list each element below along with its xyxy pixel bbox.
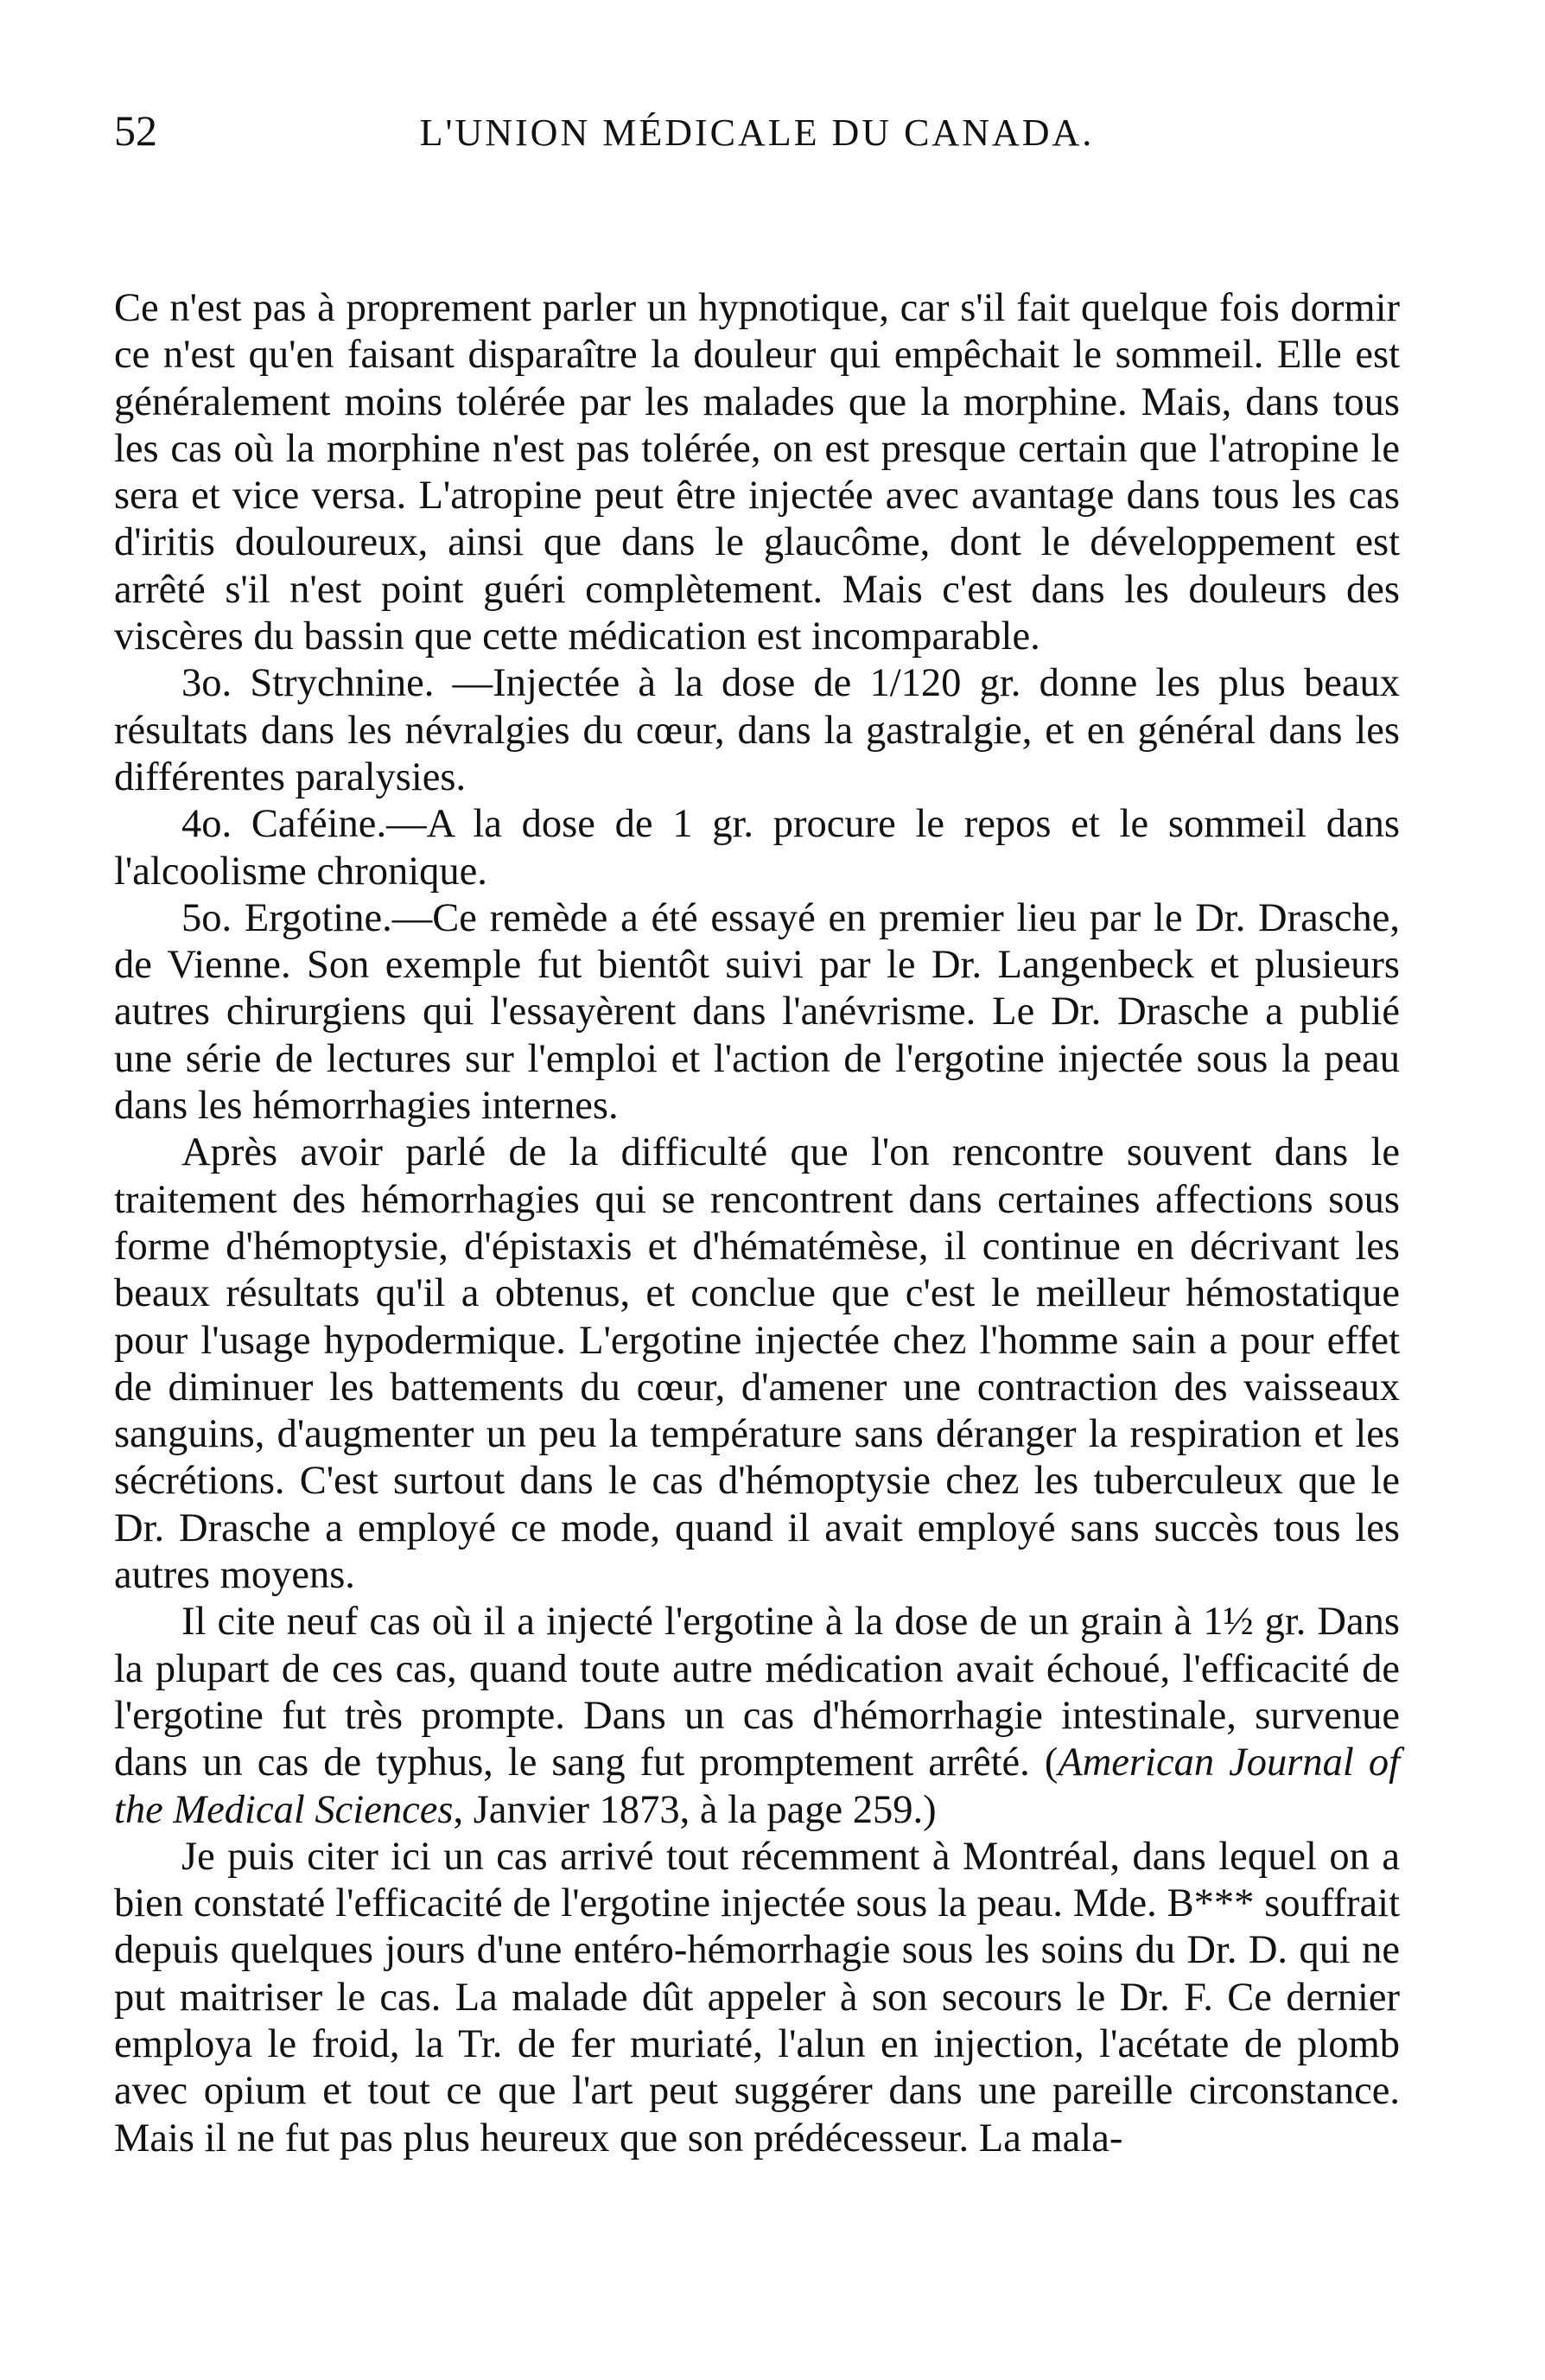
journal-citation: American Journal of the Medical Sciences xyxy=(114,1740,1400,1832)
paragraph-cafeine: 4o. Caféine.—A la dose de 1 gr. procure le repos et le sommeil dans l'alcoolisme chronique. xyxy=(114,802,1400,894)
page xyxy=(114,86,1400,2162)
citation-date: , Janvier 1873, à la page 259.) xyxy=(453,1787,937,1832)
paragraph-montreal-case: Je puis citer ici un cas arrivé tout récemment à Montréal, dans lequel on a bien constaté l'efficacité de l'ergotine injectée sous la peau. Mde. B*** souffrait depuis quelques jours d'une entéro-hémorrhagie sous les soins du Dr. D. qui ne put maitriser le cas. La malade dût appeler à son secours le Dr. F. Ce dernier employa le froid, la Tr. de fer muriaté, l'alun en injection, l'acétate de plomb avec opium et tout ce que l'art peut suggérer dans une pareille circonstance. Mais il ne fut pas plus heureux que son prédécesseur. La mala- xyxy=(114,1834,1400,2160)
paragraph-neuf-cas-text: Il cite neuf cas où il a injecté l'ergotine à la dose de un grain à 1½ gr. Dans la plupart de ces cas, quand toute autre médication avait échoué, l'efficacité de l'ergotine fut très prompte. Dans un cas d'hémorrhagie intestinale, survenue dans un cas de typhus, le sang fut promptement arrêté. ( xyxy=(114,1600,1400,1785)
running-header xyxy=(114,86,1400,173)
article-body xyxy=(114,285,1400,2162)
paragraph-atropine: Ce n'est pas à proprement parler un hypnotique, car s'il fait quelque fois dormir ce n'est qu'en faisant disparaître la douleur qui empêchait le sommeil. Elle est généralement moins tolérée par les malades que la morphine. Mais, dans tous les cas où la morphine n'est pas tolérée, on est presque certain que l'atropine le sera et vice versa. L'atropine peut être injectée avec avantage dans tous les cas d'iritis douloureux, ainsi que dans le glaucôme, dont le développement est arrêté s'il n'est point guéri complètement. Mais c'est dans les douleurs des viscères du bassin que cette médication est incomparable. xyxy=(114,286,1400,659)
paragraph-drasche-hemorrhagies: Après avoir parlé de la difficulté que l'on rencontre souvent dans le traitement des hémorrhagies qui se rencontrent dans certaines affections sous forme d'hémoptysie, d'épistaxis et d'hématémèse, il continue en décrivant les beaux résultats qu'il a obtenus, et conclue que c'est le meilleur hémostatique pour l'usage hypodermique. L'ergotine injectée chez l'homme sain a pour effet de diminuer les battements du cœur, d'amener une contraction des vaisseaux sanguins, d'augmenter un peu la température sans déranger la respiration et les sécrétions. C'est surtout dans le cas d'hémoptysie chez les tuberculeux que le Dr. Drasche a employé ce mode, quand il avait employé sans succès tous les autres moyens. xyxy=(114,1130,1400,1598)
page-number: 52 xyxy=(114,106,157,155)
paragraph-neuf-cas xyxy=(114,1599,1400,1833)
journal-title: L'UNION MÉDICALE DU CANADA. xyxy=(419,111,1095,154)
paragraph-ergotine: 5o. Ergotine.—Ce remède a été essayé en premier lieu par le Dr. Drasche, de Vienne. Son exemple fut bientôt suivi par le Dr. Langenbeck et plusieurs autres chirurgiens qui l'essayèrent dans l'anévrisme. Le Dr. Drasche a publié une série de lectures sur l'emploi et l'action de l'ergotine injectée sous la peau dans les hémorrhagies internes. xyxy=(114,895,1400,1129)
paragraph-strychnine: 3o. Strychnine. —Injectée à la dose de 1/120 gr. donne les plus beaux résultats dans les névralgies du cœur, dans la gastralgie, et en général dans les différentes paralysies. xyxy=(114,661,1400,799)
